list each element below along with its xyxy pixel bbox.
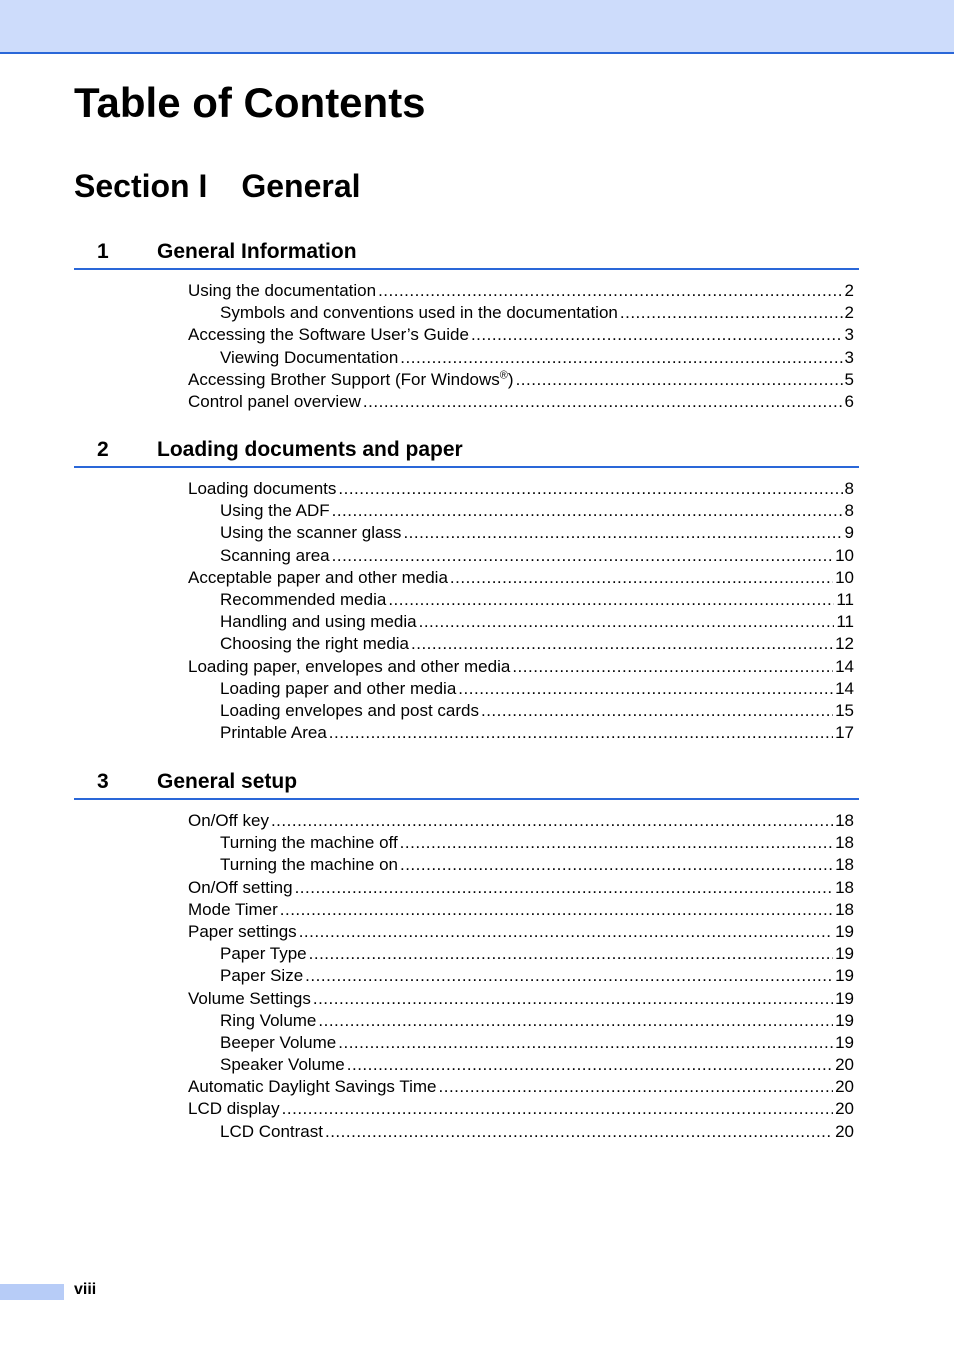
toc-entry-text: Paper Type xyxy=(220,944,307,964)
toc-entry-title xyxy=(220,965,303,987)
toc-entry[interactable] xyxy=(74,921,859,943)
toc-entry[interactable] xyxy=(74,988,859,1010)
dot-leader xyxy=(516,369,843,391)
toc-entry-page: 18 xyxy=(835,855,854,875)
dot-leader xyxy=(338,478,842,500)
toc-entry[interactable] xyxy=(74,1032,859,1054)
dot-leader xyxy=(363,391,843,413)
toc-entry-page: 2 xyxy=(844,303,854,323)
dot-leader xyxy=(318,1010,833,1032)
toc-entry-title xyxy=(188,1076,437,1098)
toc-entry-page: 19 xyxy=(835,944,854,964)
toc-entry-title xyxy=(220,1010,316,1032)
toc-entry-title xyxy=(220,1032,336,1054)
toc-entry[interactable] xyxy=(74,347,859,369)
toc-entry[interactable] xyxy=(74,1076,859,1098)
toc-entry-title xyxy=(220,347,398,369)
toc-entry[interactable] xyxy=(74,633,859,655)
dot-leader xyxy=(347,1054,833,1076)
toc-entry[interactable] xyxy=(74,656,859,678)
toc-entry[interactable] xyxy=(74,589,859,611)
toc-entry-page: 9 xyxy=(844,523,854,543)
toc-entry-title xyxy=(220,943,307,965)
toc-entry-title xyxy=(188,921,297,943)
toc-entry-title xyxy=(188,478,336,500)
chapter-1 xyxy=(74,236,859,413)
toc-entry-page: 5 xyxy=(844,369,854,389)
dot-leader xyxy=(450,567,833,589)
toc-entry[interactable] xyxy=(74,280,859,302)
dot-leader xyxy=(309,943,833,965)
toc-entry-page: 8 xyxy=(844,501,854,521)
toc-entry-title xyxy=(188,1098,280,1120)
toc-entry[interactable] xyxy=(74,478,859,500)
chapter-title: Loading documents and paper xyxy=(157,438,463,461)
header-band xyxy=(0,0,954,54)
dot-leader xyxy=(419,611,835,633)
toc-entry-page: 18 xyxy=(835,899,854,919)
toc-entry-page: 10 xyxy=(835,567,854,587)
toc-entry-text: Ring Volume xyxy=(220,1010,317,1030)
chapter-3 xyxy=(74,766,859,1143)
toc-entry[interactable] xyxy=(74,810,859,832)
footer-band xyxy=(0,1284,64,1300)
toc-entry-list xyxy=(74,280,859,413)
toc-entry[interactable] xyxy=(74,369,859,391)
dot-leader xyxy=(400,854,833,876)
toc-entry-title xyxy=(188,656,510,678)
toc-entry-title xyxy=(220,522,401,544)
toc-entry-page: 8 xyxy=(844,479,854,498)
toc-entry[interactable] xyxy=(74,832,859,854)
chapter-title: General Information xyxy=(157,240,357,263)
toc-entry-text: Loading paper, envelopes and other media xyxy=(188,656,511,676)
toc-entry-text: Printable Area xyxy=(220,723,327,743)
toc-entry[interactable] xyxy=(74,700,859,722)
toc-entry-title xyxy=(220,854,398,876)
toc-entry-text: Loading envelopes and post cards xyxy=(220,700,479,720)
toc-entry[interactable] xyxy=(74,899,859,921)
toc-entry[interactable] xyxy=(74,722,859,744)
toc-entry[interactable] xyxy=(74,500,859,522)
page-number: viii xyxy=(74,1281,97,1298)
toc-entry-page: 6 xyxy=(844,391,854,411)
toc-entry-page: 20 xyxy=(835,1077,854,1097)
toc-entry-title xyxy=(220,500,330,522)
toc-entry-text: Loading paper and other media xyxy=(220,678,457,698)
dot-leader xyxy=(299,921,833,943)
section-label: Section I xyxy=(74,168,208,204)
toc-entry-page: 3 xyxy=(844,347,854,367)
dot-leader xyxy=(620,302,843,324)
toc-entry-page: 15 xyxy=(835,700,854,720)
toc-entry-page: 18 xyxy=(835,811,854,830)
toc-entry-title xyxy=(220,589,386,611)
section-title xyxy=(74,166,361,206)
toc-entry-page: 19 xyxy=(835,966,854,986)
toc-entry-text: Turning the machine on xyxy=(220,855,398,875)
toc-entry-list xyxy=(74,478,859,744)
toc-entry-text: On/Off setting xyxy=(188,877,293,897)
dot-leader xyxy=(378,280,842,302)
toc-entry[interactable] xyxy=(74,943,859,965)
toc-entry-text: Paper Size xyxy=(220,966,304,986)
toc-entry-page: 19 xyxy=(835,1032,854,1052)
toc-entry-title xyxy=(220,611,417,633)
toc-entry-text: Beeper Volume xyxy=(220,1032,337,1052)
toc-entry-title xyxy=(220,302,618,324)
toc-entry-title xyxy=(220,678,456,700)
toc-entry-text: Symbols and conventions used in the documentation xyxy=(220,303,618,323)
dot-leader xyxy=(512,656,833,678)
chapter-2 xyxy=(74,434,859,744)
dot-leader xyxy=(332,500,843,522)
toc-entry-text: Accessing the Software User’s Guide xyxy=(188,325,469,345)
toc-entry-list xyxy=(74,810,859,1143)
dot-leader xyxy=(305,965,833,987)
toc-entry[interactable] xyxy=(74,965,859,987)
toc-entry-page: 3 xyxy=(844,325,854,345)
toc-entry-page: 11 xyxy=(836,612,854,632)
chapter-title: General setup xyxy=(157,770,298,793)
toc-entry-page: 14 xyxy=(835,678,854,698)
toc-entry[interactable] xyxy=(74,877,859,899)
toc-entry-text: Using the scanner glass xyxy=(220,523,402,543)
toc-entry-title xyxy=(188,988,311,1010)
toc-entry-page: 20 xyxy=(835,1121,854,1141)
toc-entry-text: On/Off key xyxy=(188,811,269,830)
dot-leader xyxy=(411,633,833,655)
toc-entry-text-tail: ) xyxy=(507,369,514,389)
dot-leader xyxy=(295,877,834,899)
toc-entry-page: 2 xyxy=(844,281,854,300)
toc-entry-title xyxy=(220,722,327,744)
toc-entry-page: 18 xyxy=(835,833,854,853)
registered-mark: ® xyxy=(499,369,508,382)
dot-leader xyxy=(271,810,833,832)
dot-leader xyxy=(329,722,833,744)
toc-entry[interactable] xyxy=(74,324,859,346)
dot-leader xyxy=(400,347,842,369)
toc-entry-page: 11 xyxy=(836,589,854,609)
dot-leader xyxy=(439,1076,834,1098)
toc-entry-title xyxy=(188,877,293,899)
toc-entry-page: 12 xyxy=(835,634,854,654)
dot-leader xyxy=(280,899,833,921)
toc-entry-text: Control panel overview xyxy=(188,391,361,411)
chapter-heading xyxy=(74,766,859,800)
toc-entry-text: Using the ADF xyxy=(220,501,330,521)
toc-entry-page: 10 xyxy=(835,545,854,565)
toc-entry-page: 14 xyxy=(835,656,854,676)
toc-entry[interactable] xyxy=(74,545,859,567)
toc-entry[interactable] xyxy=(74,1010,859,1032)
toc-entry-text: Accessing Brother Support (For Windows xyxy=(188,369,500,389)
dot-leader xyxy=(313,988,833,1010)
toc-entry[interactable] xyxy=(74,854,859,876)
toc-entry-page: 17 xyxy=(835,723,854,743)
toc-entry-text: Using the documentation xyxy=(188,281,377,300)
toc-entry-text: Choosing the right media xyxy=(220,634,410,654)
dot-leader xyxy=(400,832,833,854)
toc-entry-page: 20 xyxy=(835,1055,854,1075)
toc-entry-text: Volume Settings xyxy=(188,988,311,1008)
toc-entry-text: Recommended media xyxy=(220,589,387,609)
dot-leader xyxy=(403,522,842,544)
chapter-heading xyxy=(74,236,859,270)
toc-entry-page: 20 xyxy=(835,1099,854,1119)
toc-entry-text: Automatic Daylight Savings Time xyxy=(188,1077,437,1097)
chapter-number: 2 xyxy=(97,438,109,461)
toc-entry-text: Paper settings xyxy=(188,921,297,941)
toc-entry-title xyxy=(188,280,376,302)
toc-entry-title xyxy=(220,1054,345,1076)
toc-entry-title xyxy=(220,832,398,854)
toc-entry[interactable] xyxy=(74,391,859,413)
chapter-number: 1 xyxy=(97,240,109,263)
toc-entry-title xyxy=(188,810,269,832)
dot-leader xyxy=(332,545,833,567)
page-title: Table of Contents xyxy=(74,79,426,126)
dot-leader xyxy=(282,1098,833,1120)
toc-entry-title xyxy=(188,391,361,413)
toc-entry[interactable] xyxy=(74,678,859,700)
toc-entry-title xyxy=(188,369,514,391)
dot-leader xyxy=(388,589,834,611)
toc-entry-text: Scanning area xyxy=(220,545,330,565)
toc-entry-text: LCD Contrast xyxy=(220,1121,323,1141)
toc-entry-page: 19 xyxy=(835,988,854,1008)
toc-entry-text: Viewing Documentation xyxy=(220,347,399,367)
toc-entry-page: 18 xyxy=(835,877,854,897)
toc-entry-page: 19 xyxy=(835,1010,854,1030)
toc-entry-page: 19 xyxy=(835,921,854,941)
toc-entry-title xyxy=(188,567,448,589)
toc-entry-text: LCD display xyxy=(188,1099,280,1119)
section-name: General xyxy=(241,168,361,204)
toc-entry-title xyxy=(220,700,479,722)
toc-entry-text: Handling and using media xyxy=(220,612,417,632)
dot-leader xyxy=(481,700,833,722)
toc-entry-title xyxy=(220,1121,323,1143)
toc-entry[interactable] xyxy=(74,567,859,589)
toc-entry-title xyxy=(188,324,469,346)
toc-entry[interactable] xyxy=(74,1098,859,1120)
toc-entry-text: Acceptable paper and other media xyxy=(188,567,448,587)
toc-entry-text: Loading documents xyxy=(188,479,337,498)
dot-leader xyxy=(338,1032,833,1054)
dot-leader xyxy=(471,324,843,346)
toc-entry-title xyxy=(220,545,330,567)
chapter-number: 3 xyxy=(97,770,109,793)
dot-leader xyxy=(458,678,833,700)
toc-entry-text: Speaker Volume xyxy=(220,1055,345,1075)
toc-entry-title xyxy=(188,899,278,921)
toc-entry[interactable] xyxy=(74,1121,859,1143)
toc-entry[interactable] xyxy=(74,611,859,633)
toc-entry[interactable] xyxy=(74,522,859,544)
chapter-heading xyxy=(74,434,859,468)
toc-entry[interactable] xyxy=(74,302,859,324)
toc-entry-text: Mode Timer xyxy=(188,899,278,919)
dot-leader xyxy=(325,1121,833,1143)
toc-entry[interactable] xyxy=(74,1054,859,1076)
toc-entry-title xyxy=(220,633,409,655)
toc-entry-text: Turning the machine off xyxy=(220,833,398,853)
